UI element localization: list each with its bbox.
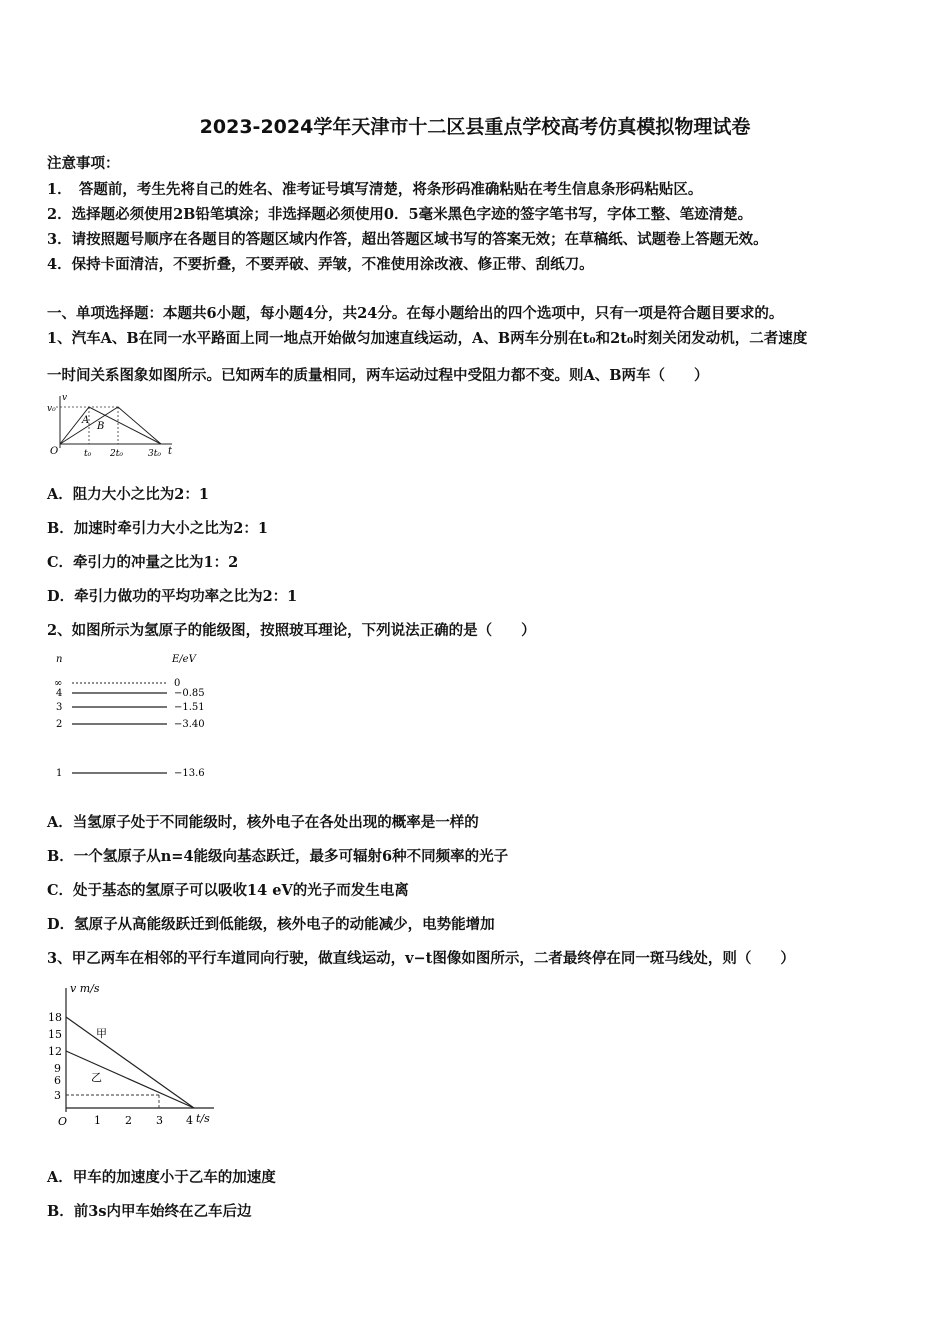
q1-stem-line2: 一时间关系图象如图所示。已知两车的质量相同，两车运动过程中受阻力都不变。则A、B两车（ ）: [47, 367, 709, 384]
q1-option-c: C．牵引力的冲量之比为1：2: [47, 554, 239, 571]
n-column-label: n: [56, 654, 63, 665]
q2-option-b: B．一个氢原子从n=4能级向基态跃迁，最多可辐射6种不同频率的光子: [47, 848, 509, 865]
q1-option-d: D．牵引力做功的平均功率之比为2：1: [47, 588, 298, 605]
line-jia: [66, 1017, 194, 1108]
y-axis-label: v: [62, 393, 68, 403]
page-title: 2023-2024学年天津市十二区县重点学校高考仿真模拟物理试卷: [199, 116, 751, 138]
q1-vt-figure: [44, 392, 184, 464]
notice-item: 1． 答题前，考生先将自己的姓名、准考证号填写清楚，将条形码准确粘贴在考生信息条形码粘贴区。: [47, 181, 703, 198]
notice-item: 2．选择题必须使用2B铅笔填涂；非选择题必须使用0．5毫米黑色字迹的签字笔书写，字体工整、笔迹清楚。: [47, 206, 753, 223]
label-yi: 乙: [91, 1071, 102, 1084]
level-n: 4: [56, 688, 63, 699]
section-header: 一、单项选择题：本题共6小题，每小题4分，共24分。在每小题给出的四个选项中，只有一项是符合题目要求的。: [47, 305, 784, 322]
y-tick-label: 12: [48, 1045, 62, 1058]
label-b: B: [97, 421, 105, 432]
level-e: −0.85: [174, 688, 205, 699]
q1-option-b: B．加速时牵引力大小之比为2：1: [47, 520, 268, 537]
origin-label: O: [58, 1115, 68, 1128]
label-jia: 甲: [96, 1027, 107, 1040]
level-e: −3.40: [174, 719, 205, 730]
e-column-label: E/eV: [172, 654, 196, 665]
notice-item: 3．请按照题号顺序在各题目的答题区域内作答，超出答题区域书写的答案无效；在草稿纸、试题卷上答题无效。: [47, 231, 768, 248]
y-axis-label: v m/s: [70, 982, 100, 995]
q3-stem: 3、甲乙两车在相邻的平行车道同向行驶，做直线运动，v−t图像如图所示，二者最终停在同一斑马线处，则（ ）: [47, 950, 795, 967]
q2-option-d: D．氢原子从高能级跃迁到低能级，核外电子的动能减少，电势能增加: [47, 916, 495, 933]
notice-item: 4．保持卡面清洁，不要折叠，不要弄破、弄皱，不准使用涂改液、修正带、刮纸刀。: [47, 256, 594, 273]
q2-stem: 2、如图所示为氢原子的能级图，按照玻耳理论，下列说法正确的是（ ）: [47, 622, 536, 639]
q1-option-a: A．阻力大小之比为2：1: [47, 486, 209, 503]
x-tick-label: 2: [125, 1114, 132, 1127]
level-n: 1: [56, 768, 63, 779]
x-tick-label: 3: [156, 1114, 163, 1127]
y-tick-label: 9: [54, 1062, 61, 1075]
q3-option-a: A．甲车的加速度小于乙车的加速度: [47, 1169, 276, 1186]
y-tick-label: 15: [48, 1028, 62, 1041]
tick-label: 2t₀: [110, 449, 123, 459]
x-axis-label: t: [168, 446, 173, 457]
line-a: [60, 407, 161, 444]
line-yi: [66, 1051, 194, 1108]
x-axis-label: t/s: [196, 1112, 210, 1125]
q2-option-a: A．当氢原子处于不同能级时，核外电子在各处出现的概率是一样的: [47, 814, 479, 831]
tick-label: t₀: [84, 449, 92, 459]
v0-label: v₀: [47, 404, 56, 414]
level-e: −13.6: [174, 768, 205, 779]
level-n: 3: [56, 702, 63, 713]
level-e: −1.51: [174, 702, 205, 713]
x-tick-label: 1: [94, 1114, 101, 1127]
q3-option-b: B．前3s内甲车始终在乙车后边: [47, 1203, 252, 1220]
tick-label: 3t₀: [148, 449, 161, 459]
level-e: 0: [174, 678, 181, 689]
q2-energy-level-figure: [50, 648, 220, 784]
q2-option-c: C．处于基态的氢原子可以吸收14 eV的光子而发生电离: [47, 882, 409, 899]
notice-heading: 注意事项：: [47, 155, 120, 172]
q3-vt-figure: [44, 980, 224, 1132]
y-tick-label: 18: [48, 1011, 62, 1024]
y-tick-label: 3: [54, 1089, 61, 1102]
q1-stem-line1: 1、汽车A、B在同一水平路面上同一地点开始做匀加速直线运动，A、B两车分别在t₀和2t₀时刻关闭发动机，二者速度: [47, 330, 808, 347]
level-n: 2: [56, 719, 63, 730]
level-n: ∞: [54, 678, 63, 689]
x-tick-label: 4: [186, 1114, 193, 1127]
line-b: [60, 407, 161, 444]
y-tick-label: 6: [54, 1074, 61, 1087]
label-a: A: [82, 415, 90, 426]
origin-label: O: [50, 446, 59, 457]
